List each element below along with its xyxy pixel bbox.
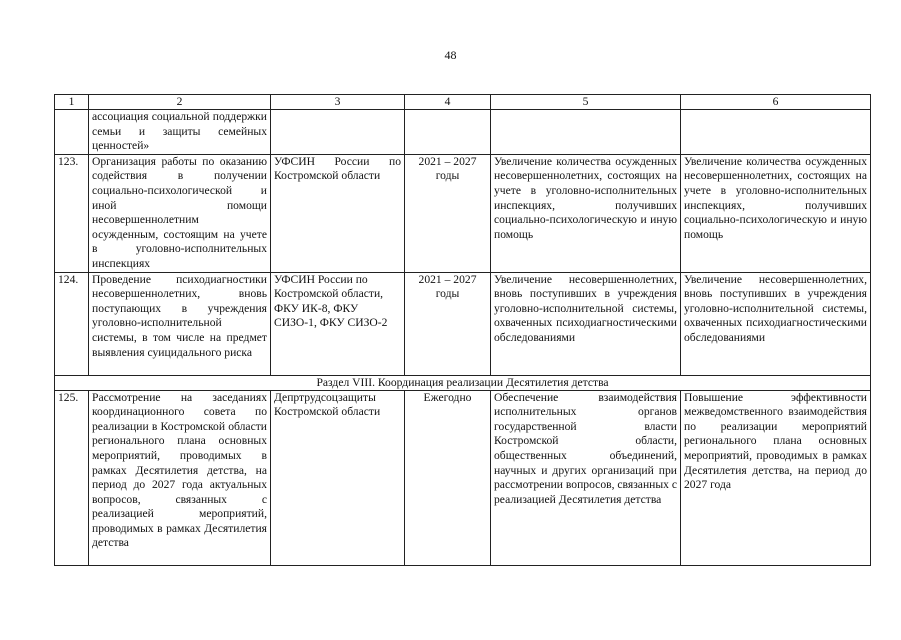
measure-cell: Проведение психодиагностики несовершеннолетних, вновь поступающих в учреждения уголовно-исполнительной системы, в том числе на предмет выявления суицидального риска [89, 272, 271, 375]
executor-cell [271, 110, 405, 155]
column-header: 4 [405, 95, 491, 110]
section-title: Раздел VIII. Координация реализации Десятилетия детства [55, 375, 871, 390]
column-header: 5 [491, 95, 681, 110]
result-cell: Увеличение количества осужденных несовершеннолетних, состоящих на учете в уголовно-исполнительных инспекциях, получивших социально-психологическую и иную помощь [491, 154, 681, 272]
executor-cell: Депртрудсоцзащиты Костромской области [271, 390, 405, 565]
result-cell [491, 110, 681, 155]
column-header: 6 [681, 95, 871, 110]
row-number: 125. [55, 390, 89, 565]
measure-cell: Рассмотрение на заседаниях координационного совета по реализации в Костромской области регионального плана основных мероприятий, проводимых в рамках Десятилетия детства, на период до 2027 года актуальных вопросов, связанных с реализацией мероприятий, проводимых в рамках Десятилетия детства [89, 390, 271, 565]
table-row [55, 110, 871, 155]
table-row [55, 272, 871, 375]
row-number [55, 110, 89, 155]
column-header: 3 [271, 95, 405, 110]
period-cell: Ежегодно [405, 390, 491, 565]
indicator-cell: Повышение эффективности межведомственного взаимодействия по реализации мероприятий регионального плана основных мероприятий, проводимых в рамках Десятилетия детства, на период до 2027 года [681, 390, 871, 565]
period-cell [405, 110, 491, 155]
column-header: 2 [89, 95, 271, 110]
result-cell: Обеспечение взаимодействия исполнительных органов государственной власти Костромской области, общественных объединений, научных и других организаций при рассмотрении вопросов, связанных с реализацией Десятилетия детства [491, 390, 681, 565]
row-number: 123. [55, 154, 89, 272]
plan-table [54, 94, 871, 566]
table-row [55, 390, 871, 565]
row-number: 124. [55, 272, 89, 375]
result-cell: Увеличение несовершеннолетних, вновь поступивших в учреждения уголовно-исполнительной системы, охваченных психодиагностическими обследованиями [491, 272, 681, 375]
section-row [55, 375, 871, 390]
table-header-row [55, 95, 871, 110]
measure-cell: Организация работы по оказанию содействия в получении социально-психологической и иной помощи несовершеннолетним осужденным, состоящим на учете в уголовно-исполнительных инспекциях [89, 154, 271, 272]
period-cell: 2021 – 2027 годы [405, 154, 491, 272]
period-cell: 2021 – 2027 годы [405, 272, 491, 375]
page-number: 48 [444, 48, 457, 62]
table-row [55, 154, 871, 272]
executor-cell: УФСИН России по Костромской области, ФКУ ИК-8, ФКУ СИЗО-1, ФКУ СИЗО-2 [271, 272, 405, 375]
indicator-cell: Увеличение несовершеннолетних, вновь поступивших в учреждения уголовно-исполнительной системы, охваченных психодиагностическими обследованиями [681, 272, 871, 375]
indicator-cell [681, 110, 871, 155]
executor-cell: УФСИН России по Костромской области [271, 154, 405, 272]
measure-cell: ассоциация социальной поддержки семьи и защиты семейных ценностей» [89, 110, 271, 155]
indicator-cell: Увеличение количества осужденных несовершеннолетних, состоящих на учете в уголовно-исполнительных инспекциях, получивших социально-психологическую и иную помощь [681, 154, 871, 272]
column-header: 1 [55, 95, 89, 110]
